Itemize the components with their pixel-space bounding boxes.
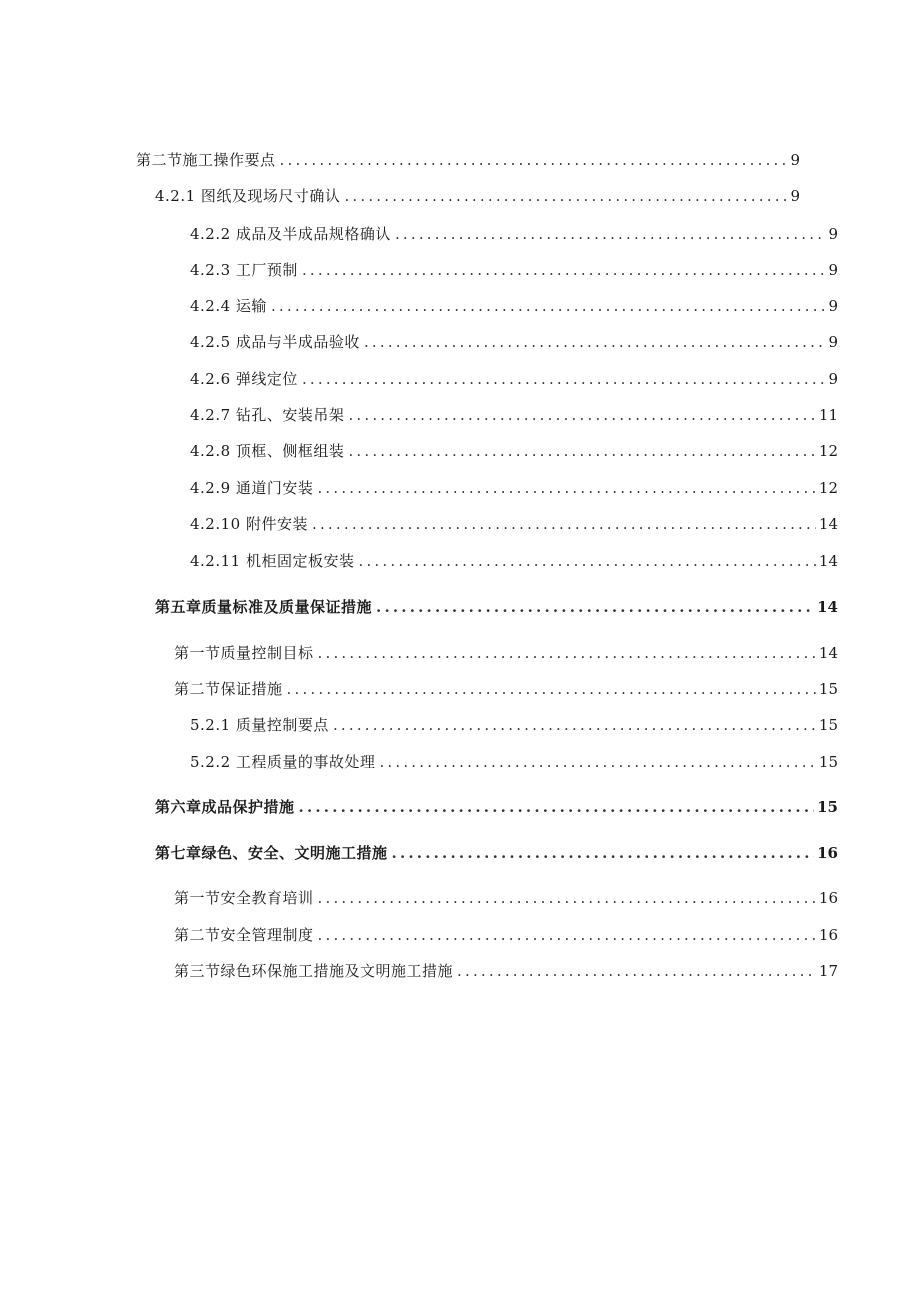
toc-entry[interactable] <box>190 296 838 316</box>
toc-entry-page: 17 <box>818 962 838 980</box>
toc-leader-dots <box>317 478 815 498</box>
toc-entry[interactable] <box>155 186 800 206</box>
toc-entry-title: 第二节安全管理制度 <box>174 926 314 944</box>
toc-leader-dots <box>287 679 816 699</box>
toc-entry-title: 4.2.4 运输 <box>190 297 267 315</box>
toc-leader-dots <box>318 925 816 945</box>
toc-entry-page: 9 <box>828 333 838 351</box>
toc-entry[interactable] <box>174 888 838 908</box>
toc-entry-title: 4.2.5 成品与半成品验收 <box>190 333 360 351</box>
toc-entry[interactable] <box>190 369 838 389</box>
toc-leader-dots <box>358 551 815 571</box>
toc-entry-page: 15 <box>818 680 838 698</box>
toc-leader-dots <box>318 643 816 663</box>
toc-entry[interactable] <box>190 551 838 571</box>
toc-entry-title: 4.2.7 钻孔、安装吊架 <box>190 406 345 424</box>
toc-entry-title: 第五章质量标准及质量保证措施 <box>155 598 373 616</box>
toc-entry-title: 4.2.9 通道门安装 <box>190 479 314 497</box>
toc-entry-title: 5.2.1 质量控制要点 <box>190 716 329 734</box>
toc-leader-dots <box>348 405 815 425</box>
toc-chapter-entry[interactable] <box>155 797 838 817</box>
toc-entry-page: 12 <box>818 479 838 497</box>
toc-entry[interactable] <box>174 679 838 699</box>
toc-entry-page: 14 <box>818 515 838 533</box>
toc-entry-title: 第七章绿色、安全、文明施工措施 <box>155 844 388 862</box>
toc-entry-page: 9 <box>790 151 800 169</box>
toc-entry-page: 9 <box>828 297 838 315</box>
toc-entry-title: 4.2.10 附件安装 <box>190 515 308 533</box>
toc-leader-dots <box>302 369 826 389</box>
toc-entry-title: 4.2.2 成品及半成品规格确认 <box>190 225 391 243</box>
toc-entry[interactable] <box>174 925 838 945</box>
toc-entry-page: 12 <box>818 442 838 460</box>
toc-entry-title: 第一节安全教育培训 <box>174 889 314 907</box>
toc-chapter-entry[interactable] <box>155 597 838 617</box>
toc-entry-title: 5.2.2 工程质量的事故处理 <box>190 753 376 771</box>
toc-entry[interactable] <box>190 224 838 244</box>
toc-entry-title: 第二节保证措施 <box>174 680 283 698</box>
toc-entry-page: 11 <box>818 406 838 424</box>
toc-leader-dots <box>395 224 826 244</box>
toc-leader-dots <box>348 441 815 461</box>
toc-entry-title: 4.2.6 弹线定位 <box>190 370 298 388</box>
toc-leader-dots <box>379 752 815 772</box>
toc-entry-page: 9 <box>828 370 838 388</box>
toc-entry-page: 14 <box>818 644 838 662</box>
toc-entry-page: 15 <box>818 716 838 734</box>
toc-entry-title: 第三节绿色环保施工措施及文明施工措施 <box>174 962 454 980</box>
toc-leader-dots <box>299 797 815 817</box>
toc-entry[interactable] <box>190 514 838 534</box>
toc-leader-dots <box>280 150 788 170</box>
toc-entry-title: 4.2.1 图纸及现场尺寸确认 <box>155 187 341 205</box>
toc-leader-dots <box>271 296 826 316</box>
toc-entry[interactable] <box>190 752 838 772</box>
toc-entry-page: 15 <box>817 798 838 816</box>
toc-entry-page: 9 <box>790 187 800 205</box>
toc-entry-title: 4.2.11 机柜固定板安装 <box>190 552 355 570</box>
toc-chapter-entry[interactable] <box>155 843 838 863</box>
toc-entry-page: 16 <box>817 844 838 862</box>
toc-entry-page: 9 <box>828 225 838 243</box>
toc-entry-title: 第二节施工操作要点 <box>136 151 276 169</box>
toc-leader-dots <box>302 260 826 280</box>
toc-entry[interactable] <box>190 715 838 735</box>
toc-entry[interactable] <box>190 478 838 498</box>
toc-entry-title: 第一节质量控制目标 <box>174 644 314 662</box>
toc-leader-dots <box>333 715 816 735</box>
toc-entry[interactable] <box>136 150 800 170</box>
toc-leader-dots <box>376 597 814 617</box>
toc-entry-page: 16 <box>818 889 838 907</box>
toc-entry-page: 15 <box>818 753 838 771</box>
toc-leader-dots <box>457 961 816 981</box>
toc-entry-title: 4.2.8 顶框、侧框组装 <box>190 442 345 460</box>
toc-leader-dots <box>318 888 816 908</box>
toc-entry-title: 4.2.3 工厂预制 <box>190 261 298 279</box>
toc-entry[interactable] <box>190 405 838 425</box>
toc-entry[interactable] <box>174 643 838 663</box>
toc-entry-page: 16 <box>818 926 838 944</box>
toc-entry-title: 第六章成品保护措施 <box>155 798 295 816</box>
toc-leader-dots <box>364 332 826 352</box>
toc-entry-page: 14 <box>818 552 838 570</box>
toc-entry[interactable] <box>190 441 838 461</box>
toc-entry-page: 14 <box>817 598 838 616</box>
toc-leader-dots <box>392 843 815 863</box>
toc-entry[interactable] <box>190 260 838 280</box>
toc-entry-page: 9 <box>828 261 838 279</box>
toc-leader-dots <box>344 186 787 206</box>
toc-leader-dots <box>312 514 816 534</box>
toc-entry[interactable] <box>174 961 838 981</box>
toc-entry[interactable] <box>190 332 838 352</box>
